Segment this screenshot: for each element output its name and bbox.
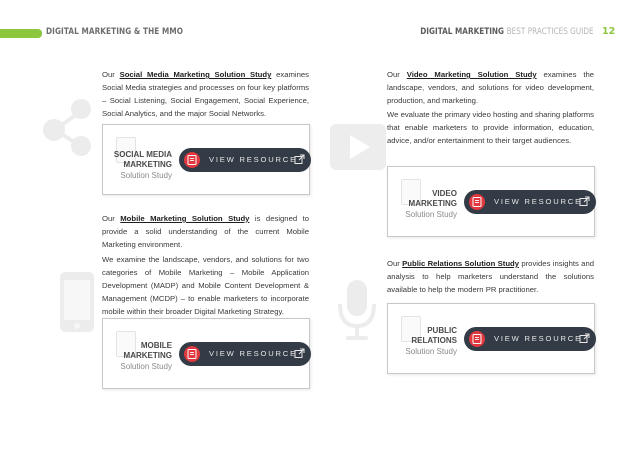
social-media-card-title: SOCIAL MEDIA MARKETING Solution Study (113, 150, 172, 180)
social-media-study-link[interactable]: Social Media Marketing Solution Study (119, 70, 272, 79)
pr-study-link[interactable]: Public Relations Solution Study (402, 259, 519, 268)
external-link-icon (579, 196, 590, 207)
video-description: Our Video Marketing Solution Study examines the landscape, vendors, and solutions for video development, production, and marketing. (387, 70, 595, 106)
smartphone-icon (58, 270, 96, 334)
header-guide-title (421, 27, 594, 37)
view-resource-label: VIEW RESOURCE (494, 197, 582, 206)
pdf-icon (184, 152, 200, 168)
view-resource-label: VIEW RESOURCE (209, 349, 297, 358)
social-media-resource-card (102, 124, 310, 195)
video-study-link[interactable]: Video Marketing Solution Study (406, 70, 537, 79)
mobile-description-2: We examine the landscape, vendors, and solutions for two categories of Mobile Marketing – Mobile Application Development (MADP) and Mobile Content Development & Management (MCDP) – to enable marketers to incorporate mobile within their broader Digital Marketing Strategy. (102, 255, 309, 317)
pdf-icon (469, 194, 485, 210)
pdf-icon (184, 346, 200, 362)
pr-resource-card (387, 303, 595, 374)
social-media-view-resource-button[interactable] (179, 148, 311, 172)
guide-title-light: BEST PRACTICES GUIDE (507, 27, 594, 37)
pr-description: Our Public Relations Solution Study provides insights and analysis to help marketers understand the solutions available to help the modern PR practitioner. (387, 259, 594, 295)
mobile-view-resource-button[interactable] (179, 342, 311, 366)
microphone-icon (334, 276, 380, 346)
external-link-icon (579, 333, 590, 344)
header-section-title: DIGITAL MARKETING & THE MMO (46, 27, 184, 37)
pr-card-title: PUBLIC RELATIONS Solution Study (405, 326, 457, 356)
view-resource-label: VIEW RESOURCE (209, 155, 297, 164)
video-description-2: We evaluate the primary video hosting and sharing platforms that enable marketers to provide information, education, advice, and/or entertainment to their target audiences. (387, 110, 594, 146)
social-media-description: Our Social Media Marketing Solution Study examines Social Media strategies and processes on four key platforms – Social Listening, Social Engagement, Social Experience, Social Analytics, and the major Social Networks. (102, 70, 309, 119)
pr-view-resource-button[interactable] (464, 327, 596, 351)
pdf-icon (469, 331, 485, 347)
video-resource-card (387, 166, 595, 237)
guide-title-bold: DIGITAL MARKETING (420, 27, 505, 37)
video-card-title: VIDEO MARKETING Solution Study (405, 189, 457, 219)
view-resource-label: VIEW RESOURCE (494, 334, 582, 343)
header-accent-bar (0, 29, 42, 38)
mobile-study-link[interactable]: Mobile Marketing Solution Study (120, 214, 250, 223)
play-icon (330, 124, 386, 170)
mobile-resource-card (102, 318, 310, 389)
video-view-resource-button[interactable] (464, 190, 596, 214)
mobile-card-title: MOBILE MARKETING Solution Study (120, 341, 172, 371)
external-link-icon (294, 348, 305, 359)
external-link-icon (294, 154, 305, 165)
mobile-description: Our Mobile Marketing Solution Study is designed to provide a solid understanding of the current Mobile Marketing environment. (102, 214, 310, 250)
share-icon (40, 96, 96, 158)
